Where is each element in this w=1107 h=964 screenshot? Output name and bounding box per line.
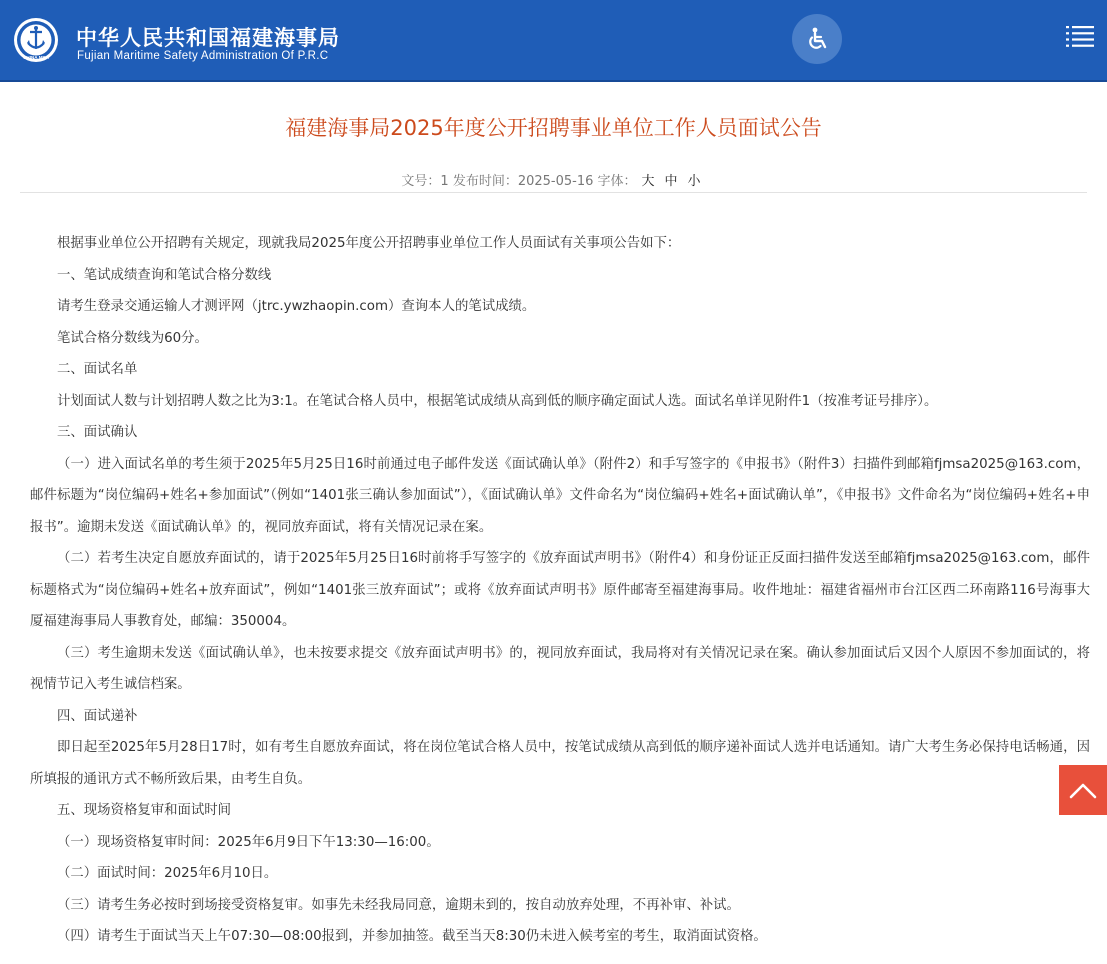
section-heading: 四、面试递补 [57, 708, 138, 724]
paragraph: （一）现场资格复审时间：2025年6月9日下午13:30—16:00。 [57, 834, 440, 850]
paragraph: 根据事业单位公开招聘有关规定，现就我局2025年度公开招聘事业单位工作人员面试有关事项公告如下： [57, 236, 681, 251]
article-title: 福建海事局2025年度公开招聘事业单位工作人员面试公告 [285, 116, 822, 140]
accessibility-button[interactable] [792, 14, 842, 64]
paragraph: 请考生登录交通运输人才测评网（jtrc.ywzhaopin.com）查询本人的笔试成绩。 [57, 299, 536, 314]
section-heading: 三、面试确认 [57, 425, 138, 440]
paragraph: （一）进入面试名单的考生须于2025年5月25日16时前通过电子邮件发送《面试确认单》（附件2）和手写签字的《申报书》（附件3）扫描件到邮箱fjmsa2025@163.com，邮件标题为“岗位编码+姓名+参加面试”（例如“1401张三确认参加面试”），《面试确认单》文件命名为“岗位编码+姓名+面试确认单”，《申报书》文件命名为“岗位编码+姓名+申报书”。逾期未发送《面试确认单》的，视同放弃面试，将有关情况记录在案。 [30, 456, 1090, 535]
section-heading: 五、现场资格复审和面试时间 [57, 803, 232, 818]
divider [20, 192, 1087, 193]
paragraph: 即日起至2025年5月28日17时，如有考生自愿放弃面试，将在岗位笔试合格人员中，按笔试成绩从高到低的顺序递补面试人选并电话通知。请广大考生务必保持电话畅通，因所填报的通讯方式不畅所致后果，由考生自负。 [30, 740, 1090, 787]
logo-text: CHINA MSA [23, 55, 49, 60]
back-to-top-button[interactable] [1059, 765, 1107, 815]
paragraph: （三）考生逾期未发送《面试确认单》，也未按要求提交《放弃面试声明书》的，视同放弃面试，我局将对有关情况记录在案。确认参加面试后又因个人原因不参加面试的，将视情节记入考生诚信档案。 [30, 645, 1090, 692]
paragraph: （二）若考生决定自愿放弃面试的，请于2025年5月25日16时前将手写签字的《放弃面试声明书》（附件4）和身份证正反面扫描件发送至邮箱fjmsa2025@163.com，邮件标题格式为“岗位编码+姓名+放弃面试”，例如“1401张三放弃面试”；或将《放弃面试声明书》原件邮寄至福建海事局。收件地址：福建省福州市台江区西二环南路116号海事大厦福建海事局人事教育处，邮编：350004。 [30, 551, 1090, 629]
paragraph: （四）请考生于面试当天上午07:30—08:00报到，并参加抽签。截至当天8:30仍未进入候考室的考生，取消面试资格。 [57, 929, 767, 944]
chevron-up-icon [1068, 781, 1098, 799]
paragraph: 笔试合格分数线为60分。 [57, 330, 208, 346]
section-heading: 一、笔试成绩查询和笔试合格分数线 [57, 267, 272, 283]
section-heading: 二、面试名单 [57, 362, 138, 377]
font-size-medium[interactable]: 中 [664, 174, 678, 189]
font-size-large[interactable]: 大 [641, 174, 655, 189]
font-size-small[interactable]: 小 [687, 174, 701, 189]
org-name-cn[interactable]: 中华人民共和国福建海事局 [76, 26, 340, 50]
article-meta [0, 170, 1107, 189]
menu-icon[interactable] [1066, 24, 1094, 48]
paragraph: （二）面试时间：2025年6月10日。 [57, 866, 278, 881]
meta-info: 文号：1 发布时间：2025-05-16 字体： [401, 174, 637, 189]
wheelchair-icon [804, 26, 830, 52]
site-header [0, 0, 1107, 82]
paragraph: （三）请考生务必按时到场接受资格复审。如事先未经我局同意，逾期未到的，按自动放弃处理，不再补审、补试。 [57, 897, 740, 913]
paragraph: 计划面试人数与计划招聘人数之比为3:1。在笔试合格人员中，根据笔试成绩从高到低的顺序确定面试人选。面试名单详见附件1（按准考证号排序）。 [57, 393, 938, 409]
msa-logo-icon[interactable] [13, 17, 59, 63]
article-body [30, 228, 1090, 953]
org-name-en: Fujian Maritime Safety Administration Of P.R.C [77, 50, 329, 62]
